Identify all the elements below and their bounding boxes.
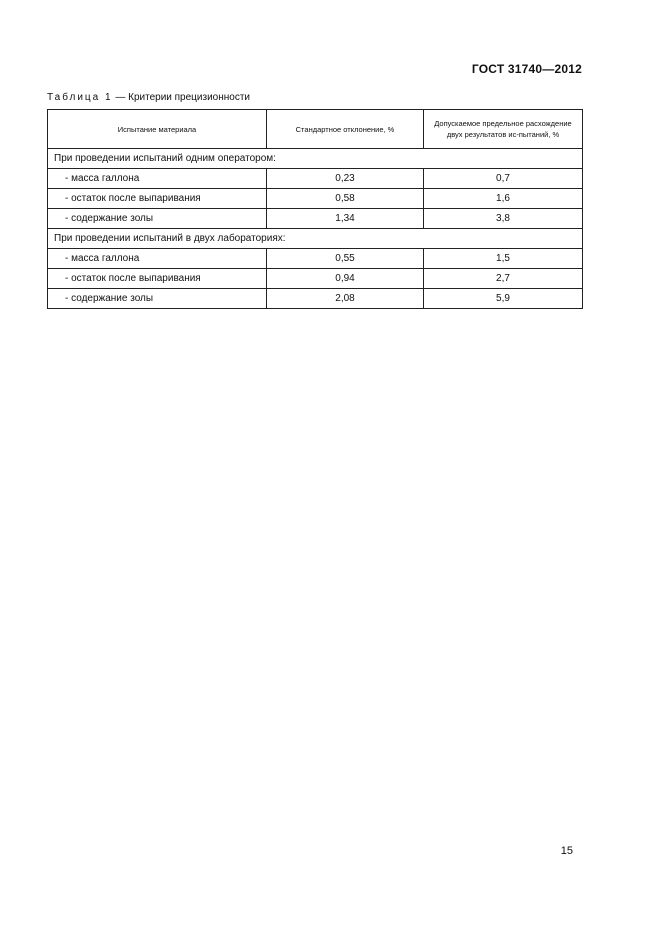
table-row bbox=[48, 169, 583, 189]
row-std-dev: 1,34 bbox=[267, 209, 424, 229]
table-row bbox=[48, 189, 583, 209]
table-caption-dash: — bbox=[112, 92, 129, 103]
row-std-dev: 2,08 bbox=[267, 289, 424, 309]
row-limit: 5,9 bbox=[424, 289, 583, 309]
group-header-row bbox=[48, 149, 583, 169]
table-row bbox=[48, 249, 583, 269]
row-test-name: - остаток после выпаривания bbox=[48, 269, 267, 289]
row-std-dev: 0,23 bbox=[267, 169, 424, 189]
column-header-limit: Допускаемое предельное расхождение двух результатов ис-пытаний, % bbox=[424, 110, 583, 149]
table-caption bbox=[47, 92, 250, 103]
group-title-two-labs: При проведении испытаний в двух лабораториях: bbox=[48, 229, 583, 249]
row-test-name: - масса галлона bbox=[48, 249, 267, 269]
group-title-single-operator: При проведении испытаний одним оператором: bbox=[48, 149, 583, 169]
precision-table bbox=[47, 109, 583, 309]
column-header-std-dev: Стандартное отклонение, % bbox=[267, 110, 424, 149]
row-test-name: - содержание золы bbox=[48, 289, 267, 309]
document-code: ГОСТ 31740—2012 bbox=[471, 62, 582, 76]
row-test-name: - остаток после выпаривания bbox=[48, 189, 267, 209]
row-limit: 0,7 bbox=[424, 169, 583, 189]
row-std-dev: 0,94 bbox=[267, 269, 424, 289]
table-row bbox=[48, 269, 583, 289]
table-row bbox=[48, 289, 583, 309]
row-test-name: - содержание золы bbox=[48, 209, 267, 229]
table-caption-prefix: Таблица 1 bbox=[47, 92, 113, 103]
column-header-test: Испытание материала bbox=[48, 110, 267, 149]
row-test-name: - масса галлона bbox=[48, 169, 267, 189]
row-std-dev: 0,55 bbox=[267, 249, 424, 269]
table-caption-title: Критерии прецизионности bbox=[128, 92, 250, 103]
group-header-row bbox=[48, 229, 583, 249]
page-number: 15 bbox=[560, 845, 573, 857]
table-header-row bbox=[48, 110, 583, 149]
row-limit: 3,8 bbox=[424, 209, 583, 229]
row-limit: 1,5 bbox=[424, 249, 583, 269]
table-row bbox=[48, 209, 583, 229]
row-std-dev: 0,58 bbox=[267, 189, 424, 209]
row-limit: 2,7 bbox=[424, 269, 583, 289]
row-limit: 1,6 bbox=[424, 189, 583, 209]
